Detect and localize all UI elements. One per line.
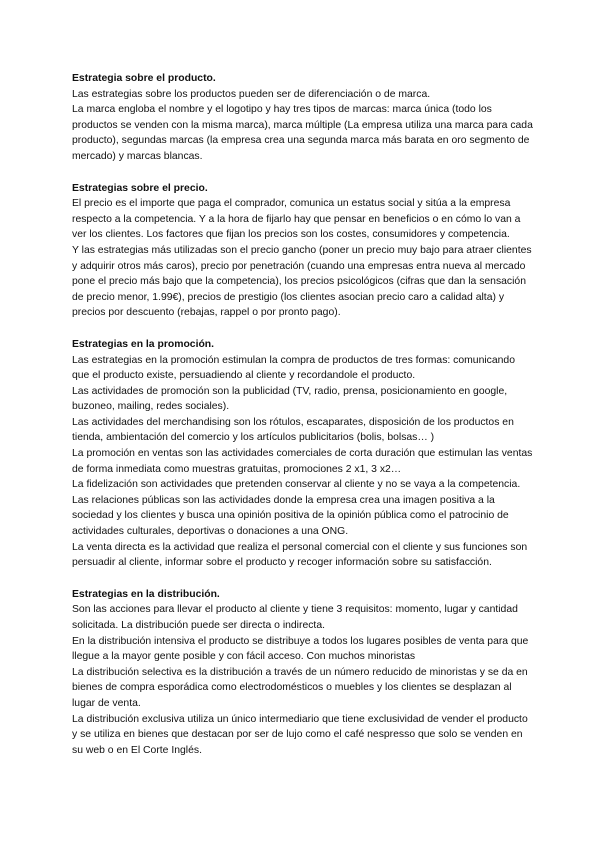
- document-page: [72, 71, 534, 774]
- paragraph: Las estrategias en la promoción estimulan la compra de productos de tres formas: comunicando que el producto existe, persuadiendo al cliente y recordandole el producto.: [72, 354, 515, 382]
- paragraph: La promoción en ventas son las actividades comerciales de corta duración que estimulan las ventas de forma inmediata como muestras gratuitas, promociones 2 x1, 3 x2…: [72, 448, 533, 475]
- section-heading: Estrategia sobre el producto.: [72, 73, 216, 84]
- paragraph: En la distribución intensiva el producto se distribuye a todos los lugares posibles de venta para que llegue a la mayor gente posible y con fácil acceso. Con muchos minoristas: [72, 635, 529, 663]
- section-heading: Estrategias en la distribución.: [72, 588, 220, 600]
- paragraph: Y las estrategias más utilizadas son el precio gancho (poner un precio muy bajo para atraer clientes y adquirir otros más caros), precio por penetración (cuando una empresas entra nueva al mercado pone el precio más bajo que la competencia), los precios psicológicos (cifras que dan la sensación de precio menor, 1.99€), precios de prestigio (los clientes asocian precio caro a calidad alta) y precios por descuento (rebajas, rappel o por pronto pago).: [72, 244, 532, 319]
- paragraph: Las actividades de promoción son la publicidad (TV, radio, prensa, posicionamiento en google, buzoneo, mailing, redes sociales).: [72, 385, 508, 413]
- section-distribution-strategy: [72, 587, 534, 759]
- paragraph: La distribución exclusiva utiliza un único intermediario que tiene exclusividad de vender el producto y se utiliza en bienes que destacan por ser de lujo como el café nespresso que solo se venden en su web o en El Corte Inglés.: [72, 713, 528, 756]
- section-price-strategy: [72, 181, 534, 321]
- section-heading: Estrategias sobre el precio.: [72, 182, 208, 194]
- paragraph: Las estrategias sobre los productos pueden ser de diferenciación o de marca.: [72, 88, 431, 100]
- section-heading: Estrategias en la promoción.: [72, 338, 215, 350]
- section-product-strategy: [72, 71, 534, 165]
- paragraph: La fidelización son actividades que pretenden conservar al cliente y no se vaya a la competencia.: [72, 479, 521, 491]
- paragraph: La distribución selectiva es la distribución a través de un número reducido de minoristas y se da en bienes de compra esporádica como electrodomésticos o muebles y los clientes se desplazan al lugar de venta.: [72, 666, 528, 709]
- paragraph: El precio es el importe que paga el comprador, comunica un estatus social y sitúa a la empresa respecto a la competencia. Y a la hora de fijarlo hay que pensar en beneficios o en cómo lo van a ver los clientes. Los factores que fijan los precios son los costes, consumidores y competencia.: [72, 198, 521, 241]
- paragraph: Las relaciones públicas son las actividades donde la empresa crea una imagen positiva a la sociedad y los clientes y busca una opinión positiva de la opinión pública como el patrocinio de actividades culturales, deportivas o donaciones a una ONG.: [72, 494, 509, 538]
- paragraph: Las actividades del merchandising son los rótulos, escaparates, disposición de los productos en tienda, ambientación del comercio y los artículos publicitarios (bolis, bolsas… ): [72, 416, 514, 444]
- paragraph: Son las acciones para llevar el producto al cliente y tiene 3 requisitos: momento, lugar y cantidad solicitada. La distribución puede ser directa o indirecta.: [72, 604, 518, 631]
- paragraph: La marca engloba el nombre y el logotipo y hay tres tipos de marcas: marca única (todo los productos se venden con la misma marca), marca múltiple (La empresa utiliza una marca para cada producto), segundas marcas (la empresa crea una segunda marca más barata en oro segmento de mercado) y marcas blancas.: [72, 104, 533, 162]
- paragraph: La venta directa es la actividad que realiza el personal comercial con el cliente y sus funciones son persuadir al cliente, informar sobre el producto y recoger información sobre su satisfacción.: [72, 541, 528, 569]
- section-promotion-strategy: [72, 337, 534, 571]
